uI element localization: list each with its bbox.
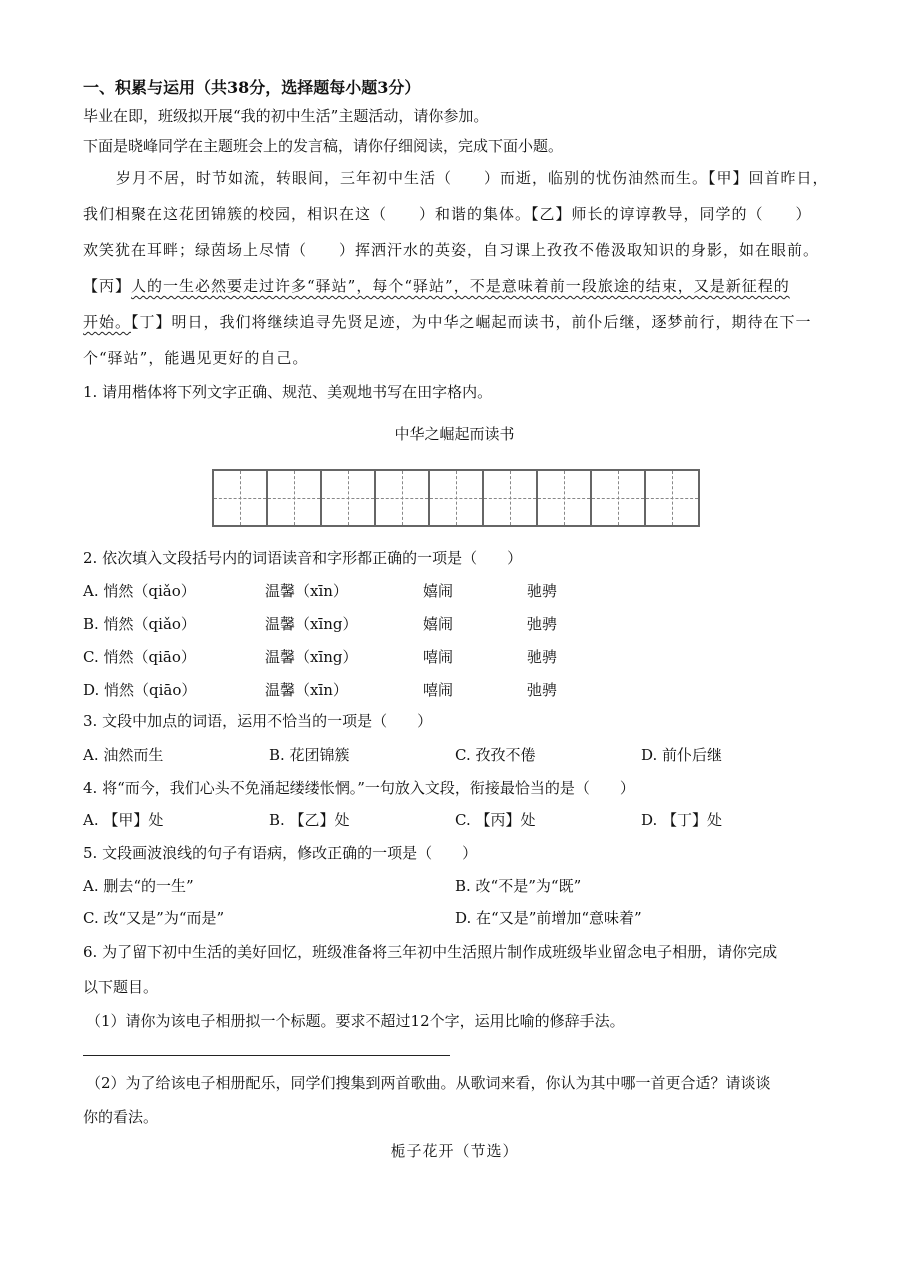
q2-option-b-word1[interactable]: B. 悄然（qiǎo） (83, 615, 196, 633)
section-title: 一、积累与运用（共38分，选择题每小题3分） (83, 78, 421, 97)
q6-sub2-line-2: 你的看法。 (83, 1108, 159, 1126)
q2-option-a-word1[interactable]: A. 悄然（qiǎo） (83, 582, 196, 600)
tianzige-cell[interactable] (214, 471, 268, 525)
q3-option-b[interactable]: B. 花团锦簇 (269, 746, 350, 764)
q4-stem: 4. 将“而今，我们心头不免涌起缕缕怅惘。”一句放入文段，衔接最恰当的是（ ） (83, 779, 635, 797)
wavy-sentence-part-1: 人的一生必然要走过许多“驿站”，每个“驿站”，不是意味着前一段旅途的结束，又是新征程的 (131, 277, 790, 295)
q6-stem-line-1: 6. 为了留下初中生活的美好回忆，班级准备将三年初中生活照片制作成班级毕业留念电子相册，请你完成 (83, 943, 778, 961)
marker-bing: 【丙】 (83, 277, 132, 295)
q2-option-c-word1[interactable]: C. 悄然（qiāo） (83, 648, 196, 666)
q3-option-d[interactable]: D. 前仆后继 (641, 746, 723, 764)
q5-option-a[interactable]: A. 删去“的一生” (83, 877, 194, 895)
cell-guide-vertical (618, 471, 619, 525)
q2-option-d-word1[interactable]: D. 悄然（qiāo） (83, 681, 197, 699)
q2-stem: 2. 依次填入文段括号内的词语读音和字形都正确的一项是（ ） (83, 549, 523, 567)
q3-option-a[interactable]: A. 油然而生 (83, 746, 164, 764)
q4-option-b[interactable]: B. 【乙】处 (269, 811, 350, 829)
q6-stem-line-2: 以下题目。 (83, 978, 159, 996)
passage-line-4 (83, 276, 790, 296)
q2-option-d-word4: 弛骋 (527, 681, 558, 699)
q5-option-c[interactable]: C. 改“又是”为“而是” (83, 909, 225, 927)
q2-option-b-word2: 温馨（xīng） (265, 615, 358, 633)
q1-phrase: 中华之崛起而读书 (394, 425, 515, 443)
tianzige-grid[interactable] (212, 469, 700, 527)
intro-line-1: 毕业在即，班级拟开展“我的初中生活”主题活动，请你参加。 (83, 107, 489, 125)
tianzige-cell[interactable] (322, 471, 376, 525)
tianzige-cell[interactable] (646, 471, 698, 525)
q2-option-a-word2: 温馨（xīn） (265, 582, 348, 600)
passage-line-2: 我们相聚在这花团锦簇的校园，相识在这（ ）和谐的集体。【乙】师长的谆谆教导，同学的（ ） (83, 205, 812, 223)
q2-option-b-word4: 弛骋 (527, 615, 558, 633)
cell-guide-vertical (456, 471, 457, 525)
q6-sub2-line-1: （2）为了给该电子相册配乐，同学们搜集到两首歌曲。从歌词来看，你认为其中哪一首更合适？请谈谈 (86, 1074, 771, 1092)
q2-option-a-word4: 驰骋 (527, 582, 558, 600)
q4-option-d[interactable]: D. 【丁】处 (641, 811, 723, 829)
cell-guide-vertical (294, 471, 295, 525)
q2-option-b-word3: 嬉闹 (423, 615, 454, 633)
q5-option-d[interactable]: D. 在“又是”前增加“意味着” (455, 909, 642, 927)
passage-line-3: 欢笑犹在耳畔；绿茵场上尽情（ ）挥洒汗水的英姿，自习课上孜孜不倦汲取知识的身影，如在眼前。 (83, 241, 820, 259)
q5-stem: 5. 文段画波浪线的句子有语病，修改正确的一项是（ ） (83, 844, 478, 862)
q1-stem: 1. 请用楷体将下列文字正确、规范、美观地书写在田字格内。 (83, 383, 493, 401)
tianzige-cell[interactable] (430, 471, 484, 525)
q2-option-c-word2: 温馨（xīng） (265, 648, 358, 666)
cell-guide-vertical (672, 471, 673, 525)
song-title: 栀子花开（节选） (390, 1142, 519, 1160)
q2-option-c-word3: 嘻闹 (423, 648, 454, 666)
passage-line-6: 个“驿站”，能遇见更好的自己。 (83, 349, 309, 367)
q2-option-d-word2: 温馨（xīn） (265, 681, 348, 699)
cell-guide-vertical (564, 471, 565, 525)
tianzige-cell[interactable] (484, 471, 538, 525)
cell-guide-vertical (240, 471, 241, 525)
passage-line-1: 岁月不居，时节如流，转眼间，三年初中生活（ ）而逝，临别的忧伤油然而生。【甲】回首昨日， (116, 169, 829, 187)
q2-option-d-word3: 嘻闹 (423, 681, 454, 699)
tianzige-cell[interactable] (592, 471, 646, 525)
q3-option-c[interactable]: C. 孜孜不倦 (455, 746, 536, 764)
passage-line-5-rest: 【丁】明日，我们将继续追寻先贤足迹，为中华之崛起而读书，前仆后继，逐梦前行，期待在下一 (131, 313, 812, 331)
wavy-sentence-part-2: 开始。 (83, 313, 132, 331)
q6-sub1: （1）请你为该电子相册拟一个标题。要求不超过12个字，运用比喻的修辞手法。 (86, 1012, 625, 1030)
q2-option-c-word4: 驰骋 (527, 648, 558, 666)
q4-option-a[interactable]: A. 【甲】处 (83, 811, 164, 829)
answer-line[interactable] (83, 1055, 450, 1056)
tianzige-cell[interactable] (268, 471, 322, 525)
intro-line-2: 下面是晓峰同学在主题班会上的发言稿，请你仔细阅读，完成下面小题。 (83, 137, 564, 155)
q2-option-a-word3: 嬉闹 (423, 582, 454, 600)
cell-guide-vertical (402, 471, 403, 525)
tianzige-cell[interactable] (376, 471, 430, 525)
q4-option-c[interactable]: C. 【丙】处 (455, 811, 536, 829)
tianzige-cell[interactable] (538, 471, 592, 525)
passage-line-5 (83, 312, 812, 332)
q3-stem: 3. 文段中加点的词语，运用不恰当的一项是（ ） (83, 712, 433, 730)
q5-option-b[interactable]: B. 改“不是”为“既” (455, 877, 582, 895)
cell-guide-vertical (348, 471, 349, 525)
cell-guide-vertical (510, 471, 511, 525)
